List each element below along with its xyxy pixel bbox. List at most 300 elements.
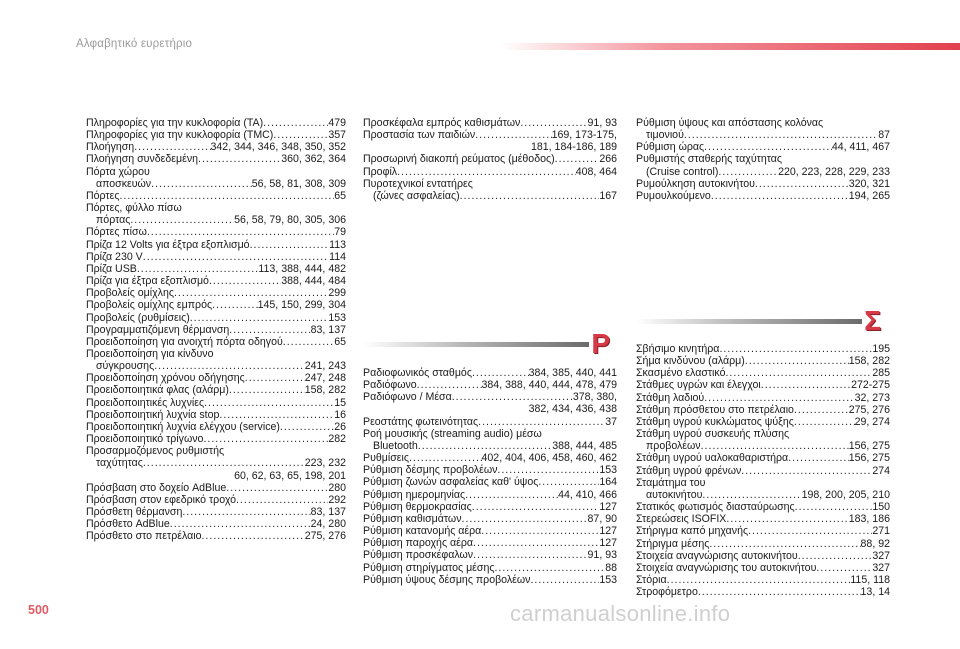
index-entry (86, 312, 346, 324)
dot-leader (702, 489, 801, 501)
index-entry-line (636, 550, 890, 562)
index-term: Στροφόμετρο (636, 586, 698, 599)
index-page-refs: 388, 444, 484 (281, 275, 346, 288)
index-term: Ρύθμιση στηρίγματος μέσης (363, 561, 495, 574)
index-entry-line (363, 416, 617, 428)
index-entry-line (636, 501, 890, 513)
index-page-refs: 299 (328, 287, 346, 300)
index-term: Ρυθμιστής σταθερής ταχύτητας (636, 153, 783, 166)
index-page-refs: 378, 380, (572, 391, 617, 404)
index-term: Στοιχεία αναγνώρισης αυτοκινήτου (636, 549, 798, 562)
index-term: Στήριγμα καπό μηχανής (636, 525, 749, 538)
index-term: Προβολείς ομίχλης (86, 287, 174, 300)
index-page-refs: 37 (605, 415, 617, 428)
dot-leader (273, 129, 328, 141)
index-page-refs: 169, 173-175, (551, 129, 617, 142)
dot-leader (755, 178, 849, 190)
dot-leader (718, 166, 778, 178)
index-entry-line (636, 428, 890, 440)
index-page-refs: 127 (599, 537, 617, 550)
dot-leader (788, 452, 849, 464)
watermark: carmanualsonline.info (510, 601, 731, 626)
page-number: 500 (28, 603, 49, 617)
index-entry-line (86, 190, 346, 202)
index-entry (363, 166, 617, 178)
index-entry-line (636, 489, 890, 501)
index-term: Ρύθμιση προσκέφαλων (363, 549, 474, 562)
index-entry-line (86, 287, 346, 299)
index-entry (636, 379, 890, 391)
index-page-refs: 327 (872, 549, 890, 562)
index-page-refs: 382, 434, 436, 438 (528, 403, 617, 416)
index-column-3 (636, 117, 890, 202)
index-entry-line (86, 397, 346, 409)
letter-divider-line (636, 319, 862, 324)
index-page-refs: 56, 58, 79, 80, 305, 306 (234, 214, 346, 227)
dot-leader (478, 416, 605, 428)
index-term: πόρτας (96, 214, 131, 227)
index-term: (ζώνες ασφαλείας) (373, 189, 460, 202)
index-term: Ρύθμιση παροχής αέρα (363, 537, 473, 550)
index-term: Πληροφορίες για την κυκλοφορία (TMC) (86, 129, 274, 142)
index-term: Ρύθμιση κατανομής αέρα (363, 525, 482, 538)
index-entry-line (363, 562, 617, 574)
index-page-refs: 164 (599, 476, 617, 489)
index-entry-line (363, 452, 617, 464)
index-entry-line (86, 239, 346, 251)
dot-leader (229, 324, 310, 336)
index-entry (636, 404, 890, 416)
index-entry (636, 525, 890, 537)
index-term: Πρόσβαση στο δοχείο AdBlue (86, 481, 227, 494)
index-entry-line (86, 299, 346, 311)
index-entry (636, 452, 890, 464)
index-page-refs: 357 (328, 129, 346, 142)
index-page-refs: 384, 385, 440, 441 (528, 367, 617, 379)
index-page-refs: 65 (334, 189, 346, 202)
index-term: Σβήσιμο κινητήρα (636, 343, 720, 355)
index-entry (363, 464, 617, 476)
index-page-refs: 181, 184-186, 189 (530, 141, 617, 154)
index-entry (86, 372, 346, 384)
dot-leader (725, 367, 872, 379)
index-term: Προσαρμοζόμενος ρυθμιστής (86, 445, 225, 458)
index-page-refs: 153 (599, 573, 617, 586)
index-term: Προειδοποίηση για κίνδυνο (86, 347, 214, 360)
index-entry-line (363, 489, 617, 501)
dot-leader (219, 409, 334, 421)
index-entry-line (636, 465, 890, 477)
dot-leader (151, 178, 252, 190)
index-entry-line (86, 372, 346, 384)
dot-leader (170, 518, 311, 530)
dot-leader (201, 530, 304, 542)
index-entry-line (86, 530, 346, 542)
index-term: Ραδιοφωνικός σταθμός (363, 367, 472, 379)
dot-leader (726, 513, 848, 525)
index-term: Σήμα κινδύνου (αλάρμ) (636, 355, 745, 368)
index-term: Προειδοποιητική λυχνία ελέγχου (service) (86, 420, 280, 433)
dot-leader (816, 562, 872, 574)
index-entry (86, 153, 346, 165)
index-page-refs: 220, 223, 228, 229, 233 (778, 165, 890, 178)
index-term: Προειδοποιητική λυχνία stop (86, 408, 220, 421)
index-entry (363, 562, 617, 574)
index-entry (636, 501, 890, 513)
index-entry-line (636, 404, 890, 416)
index-entry (363, 452, 617, 464)
index-page-refs: 342, 344, 346, 348, 350, 352 (210, 141, 346, 154)
index-entry-line (636, 477, 890, 489)
index-entry-line (363, 574, 617, 586)
index-entry (363, 391, 617, 415)
index-page-refs: 156, 275 (848, 440, 890, 453)
dot-leader (555, 153, 600, 165)
index-term: Προειδοποιητικό τρίγωνο (86, 433, 204, 446)
index-entry (86, 324, 346, 336)
index-page-refs: 153 (599, 464, 617, 477)
index-term: Πρόσβαση στον εφεδρικό τροχό (86, 493, 236, 506)
index-term: Ρύθμιση ημερομηνίας (363, 488, 466, 501)
dot-leader (137, 263, 259, 275)
index-entry-line (636, 525, 890, 537)
index-entry (636, 586, 890, 598)
index-entry (636, 141, 890, 153)
index-term: Πρίζα για έξτρα εξοπλισμό (86, 275, 209, 288)
dot-leader (530, 574, 599, 586)
index-column-3-s-section (636, 343, 890, 598)
index-entry-line (86, 226, 346, 238)
index-term: Σταμάτημα του (636, 476, 706, 489)
dot-leader (154, 360, 305, 372)
index-entry-line (86, 178, 346, 190)
index-page-refs: 360, 362, 364 (281, 153, 346, 166)
index-page-refs: 87, 90 (587, 512, 617, 525)
letter-divider-p (363, 328, 610, 359)
index-term: τιμονιού (646, 129, 684, 142)
index-term: Ρύθμιση θερμοκρασίας (363, 500, 472, 513)
dot-leader (497, 464, 599, 476)
index-page-refs: 195 (872, 343, 890, 355)
index-entry (86, 482, 346, 494)
index-entry-line (86, 275, 346, 287)
dot-leader (209, 275, 281, 287)
index-entry-line (363, 428, 617, 440)
page-header-title: Αλφαβητικό ευρετήριο (76, 38, 193, 50)
section-letter-p: Ρ (591, 328, 610, 359)
index-entry (636, 550, 890, 562)
index-entry (636, 355, 890, 367)
index-term: Στάθμη υγρού φρένων (636, 464, 742, 477)
index-page-refs: 115, 118 (850, 573, 890, 586)
index-page-refs: 91, 93 (587, 549, 617, 562)
index-entry-line (86, 409, 346, 421)
index-entry (86, 421, 346, 433)
index-entry-line (363, 476, 617, 488)
index-page-refs: 158, 282 (304, 384, 346, 397)
dot-leader (397, 166, 576, 178)
index-entry-line (363, 117, 617, 129)
index-page-refs: 282 (328, 433, 346, 446)
index-entry (363, 574, 617, 586)
index-term: Ρυθμίσεις (363, 452, 409, 465)
index-page-refs: 88 (605, 561, 617, 574)
index-page-refs: 113, 388, 444, 482 (258, 262, 346, 275)
index-entry-line (363, 403, 617, 415)
index-page-refs: 285 (872, 367, 890, 380)
index-entry-line (86, 384, 346, 396)
index-entry-line (86, 433, 346, 445)
index-entry (636, 392, 890, 404)
index-entry-line (363, 537, 617, 549)
index-entry (86, 445, 346, 481)
index-page-refs: 87 (878, 129, 890, 142)
dot-leader (494, 562, 605, 574)
index-page-refs: 24, 280 (310, 518, 346, 531)
index-entry-line (86, 348, 346, 360)
index-term: Πυροτεχνικοί εντατήρες (363, 177, 473, 190)
index-page-refs: 83, 137 (310, 323, 346, 336)
index-entry-line (363, 190, 617, 202)
index-term: ταχύτητας (96, 457, 143, 470)
dot-leader (418, 440, 552, 452)
index-entry-line (636, 129, 890, 141)
index-page-refs: 408, 464 (575, 165, 617, 178)
dot-leader (229, 384, 305, 396)
index-page-refs: 402, 404, 406, 458, 460, 462 (481, 452, 617, 465)
dot-leader (709, 538, 860, 550)
index-page-refs: 79 (334, 226, 346, 239)
index-page-refs: 60, 62, 63, 65, 198, 201 (234, 469, 346, 482)
index-page-refs: 44, 410, 466 (558, 488, 617, 501)
index-entry-line (363, 440, 617, 452)
index-entry (86, 239, 346, 251)
index-entry (636, 477, 890, 501)
index-entry (86, 433, 346, 445)
index-entry-line (636, 574, 890, 586)
index-entry-line (86, 312, 346, 324)
index-entry (363, 549, 617, 561)
index-entry-line (363, 513, 617, 525)
dot-leader (417, 379, 482, 391)
dot-leader (182, 506, 310, 518)
index-term: Πόρτες πίσω (86, 226, 147, 239)
index-term: Πρόσθετη θέρμανση (86, 506, 183, 518)
index-entry-line (636, 513, 890, 525)
index-term: Προσωρινή διακοπή ρεύματος (μέθοδος) (363, 153, 555, 166)
index-page-refs: 479 (328, 117, 346, 129)
index-entry-line (363, 525, 617, 537)
index-entry-line (636, 392, 890, 404)
index-page-refs: 153 (328, 311, 346, 324)
dot-leader (452, 391, 573, 403)
index-entry-line (86, 153, 346, 165)
index-entry (86, 202, 346, 226)
index-page-refs: 272-275 (851, 379, 890, 392)
dot-leader (472, 367, 529, 379)
dot-leader (130, 214, 234, 226)
index-term: Στοιχεία αναγνώρισης του αυτοκινήτου (636, 561, 817, 574)
dot-leader (283, 336, 334, 348)
index-term: (Cruise control) (646, 165, 719, 178)
index-entry-line (636, 416, 890, 428)
index-page-refs: 384, 388, 440, 444, 478, 479 (481, 379, 617, 392)
dot-leader (741, 465, 872, 477)
index-term: Πρίζα 230 V (86, 250, 143, 263)
index-page-refs: 194, 265 (848, 189, 890, 202)
dot-leader (481, 525, 599, 537)
index-entry-line (636, 141, 890, 153)
index-term: σύγκρουσης (96, 360, 155, 373)
index-page-refs: 44, 411, 467 (831, 141, 890, 154)
index-entry (86, 299, 346, 311)
index-page-refs: 26 (334, 420, 346, 433)
index-term: Προειδοποίηση χρόνου οδήγησης (86, 372, 245, 385)
index-page-refs: 275, 276 (304, 530, 346, 543)
dot-leader (134, 141, 210, 153)
dot-leader (761, 379, 851, 391)
index-page-refs: 127 (599, 500, 617, 513)
index-entry (363, 153, 617, 165)
index-entry (86, 336, 346, 348)
index-entry (363, 476, 617, 488)
index-entry-line (636, 153, 890, 165)
index-term: Ρύθμιση ώρας (636, 141, 705, 154)
dot-leader (465, 489, 558, 501)
index-page-refs: 158, 282 (848, 355, 890, 368)
index-entry (363, 129, 617, 153)
index-page-refs: 29, 274 (854, 415, 890, 428)
index-term: Στάθμη υγρού κυκλώματος ψύξης (636, 415, 794, 428)
index-entry (363, 525, 617, 537)
index-term: Στήριγμα μέσης (636, 537, 710, 550)
index-entry (363, 537, 617, 549)
dot-leader (794, 416, 855, 428)
index-entry (636, 153, 890, 177)
index-page-refs: 274 (872, 464, 890, 477)
index-entry-line (86, 251, 346, 263)
index-entry (363, 117, 617, 129)
dot-leader (473, 549, 587, 561)
index-entry (86, 275, 346, 287)
dot-leader (174, 287, 328, 299)
index-entry-line (86, 324, 346, 336)
index-term: Ρυμούλκηση αυτοκινήτου (636, 177, 755, 190)
dot-leader (226, 482, 328, 494)
index-entry (636, 538, 890, 550)
index-entry (86, 506, 346, 518)
index-entry-line (86, 494, 346, 506)
dot-leader (698, 586, 861, 598)
index-term: Προφίλ (363, 165, 398, 178)
index-entry-line (636, 440, 890, 452)
index-term: Στόρια (636, 573, 667, 586)
dot-leader (748, 525, 872, 537)
dot-leader (745, 355, 849, 367)
dot-leader (143, 457, 305, 469)
dot-leader (263, 117, 328, 129)
index-entry (86, 530, 346, 542)
dot-leader (190, 312, 329, 324)
section-letter-s: Σ (864, 305, 881, 336)
index-entry (363, 428, 617, 452)
index-term: Ρύθμιση ύψους δέσμης προβολέων (363, 573, 531, 586)
dot-leader (212, 299, 258, 311)
index-term: Στατικός φωτισμός διασταύρωσης (636, 501, 795, 514)
index-entry (636, 190, 890, 202)
index-term: αποσκευών (96, 177, 152, 190)
index-entry (86, 409, 346, 421)
index-entry (636, 178, 890, 190)
letter-divider-line (363, 342, 589, 347)
index-entry-line (86, 129, 346, 141)
index-page-refs: 183, 186 (848, 513, 890, 526)
dot-leader (245, 372, 305, 384)
index-entry-line (86, 336, 346, 348)
index-entry-line (636, 562, 890, 574)
index-entry-line (86, 141, 346, 153)
index-entry-line (636, 343, 890, 355)
index-term: Προβολείς ομίχλης εμπρός (86, 299, 213, 312)
index-entry-line (86, 214, 346, 226)
index-entry (363, 367, 617, 379)
index-page-refs: 292 (328, 493, 346, 506)
dot-leader (667, 574, 851, 586)
index-term: Πλοήγηση συνδεδεμένη (86, 153, 199, 166)
index-entry-line (86, 263, 346, 275)
index-term: Σκασμένο ελαστικό (636, 367, 726, 380)
index-entry (86, 348, 346, 372)
index-entry (636, 343, 890, 355)
index-entry-line (363, 367, 617, 379)
index-term: Ραδιόφωνο (363, 379, 417, 392)
index-entry-line (86, 360, 346, 372)
index-term: Προβολείς (ρυθμίσεις) (86, 311, 190, 324)
index-entry-line (636, 538, 890, 550)
index-entry-line (363, 153, 617, 165)
index-page-refs: 247, 248 (304, 372, 346, 385)
index-entry-line (636, 379, 890, 391)
dot-leader (198, 153, 281, 165)
dot-leader (794, 404, 849, 416)
index-term: Πληροφορίες για την κυκλοφορία (TA) (86, 117, 264, 129)
index-page-refs: 83, 137 (310, 506, 346, 518)
index-entry (636, 465, 890, 477)
index-term: Πόρτα χώρου (86, 165, 150, 178)
index-page-refs: 127 (599, 525, 617, 538)
index-term: Προειδοποιητικές λυχνίες (86, 396, 205, 409)
index-entry (636, 416, 890, 428)
index-entry (86, 117, 346, 129)
index-page-refs: 88, 92 (860, 537, 890, 550)
index-entry-line (363, 549, 617, 561)
index-entry (363, 501, 617, 513)
dot-leader (684, 129, 878, 141)
index-term: Στάθμη πρόσθετου στο πετρέλαιο (636, 403, 794, 416)
dot-leader (119, 190, 334, 202)
index-page-refs: 145, 150, 299, 304 (257, 299, 346, 312)
index-page-refs: 56, 58, 81, 308, 309 (251, 177, 346, 190)
index-entry-line (363, 178, 617, 190)
index-entry-line (86, 457, 346, 469)
index-entry (636, 428, 890, 452)
dot-leader (538, 476, 599, 488)
dot-leader (409, 452, 482, 464)
index-entry (86, 397, 346, 409)
dot-leader (250, 239, 330, 251)
index-entry (363, 489, 617, 501)
dot-leader (236, 494, 328, 506)
